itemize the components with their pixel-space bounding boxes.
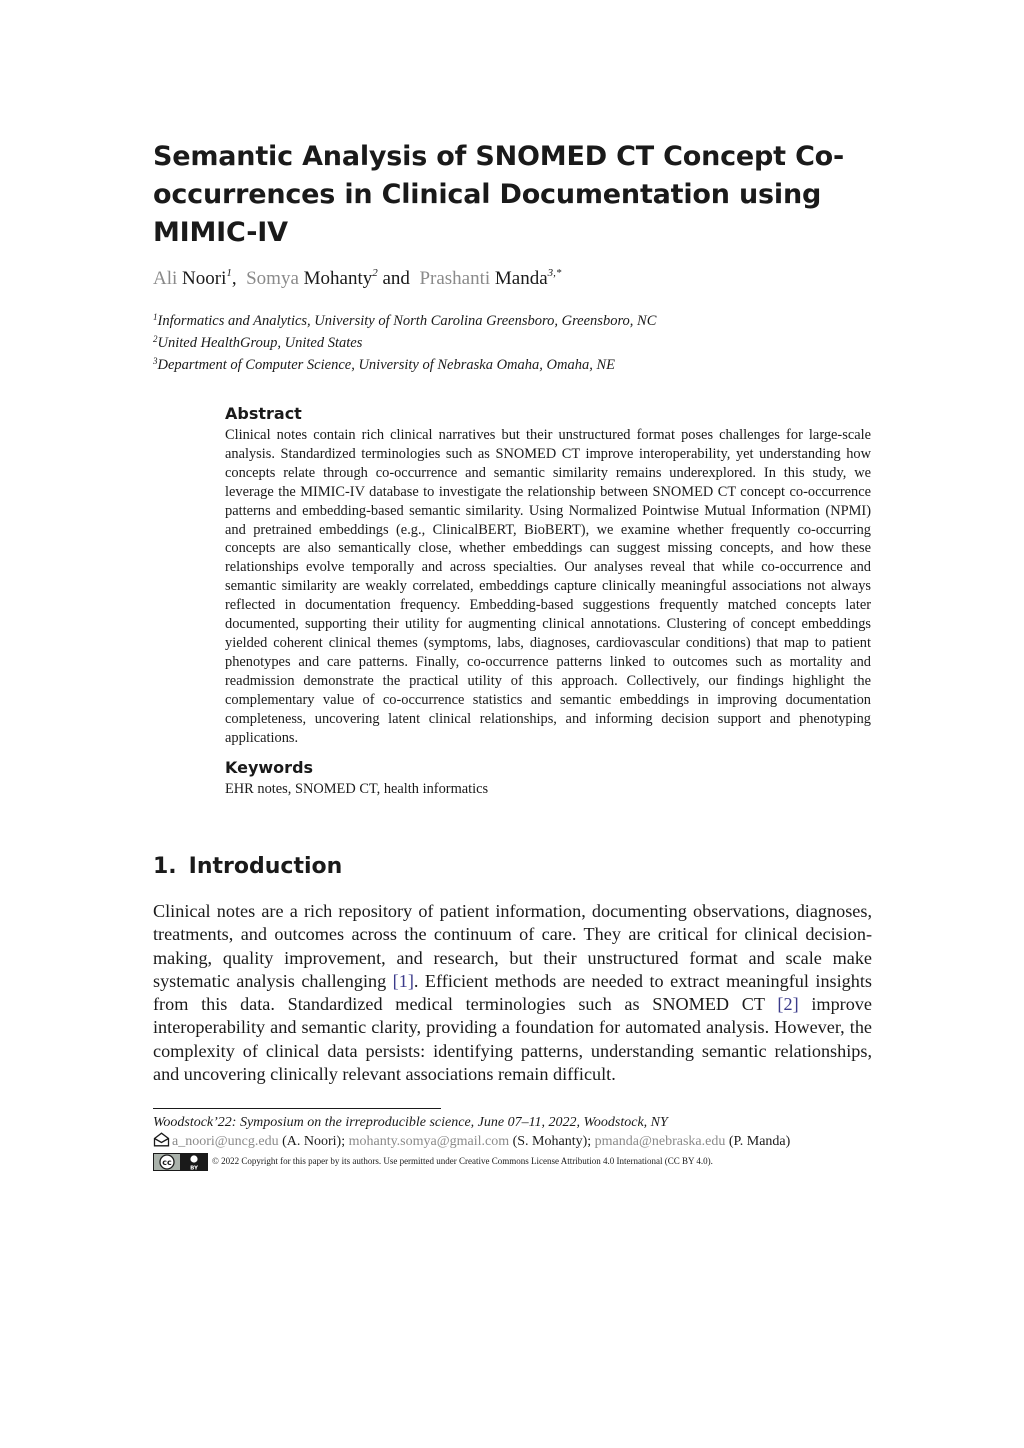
- copyright-text: © 2022 Copyright for this paper by its authors. Use permitted under Creative Commons License Attribution 4.0 International (CC BY 4.0).: [212, 1156, 713, 1166]
- introduction-paragraph: [153, 900, 872, 1086]
- by-mark: BY: [190, 1165, 198, 1171]
- author-family-name: Noori: [182, 268, 227, 289]
- abstract-text: Clinical notes contain rich clinical narratives but their unstructured format poses challenges for large-scale analysis. Standardized terminologies such as SNOMED CT improve interoperability, yet understanding how concepts relate through co-occurrence and semantic similarity remains underexplored. In this study, we leverage the MIMIC-IV database to investigate the relationship between SNOMED CT concept co-occurrence patterns and embedding-based semantic similarity. Using Normalized Pointwise Mutual Information (NPMI) and pretrained embeddings (e.g., ClinicalBERT, BioBERT), we examine whether frequently co-occurring concepts are also semantically close, whether embeddings can suggest missing concepts, and how these relationships evolve temporally and across specialties. Our analyses reveal that while co-occurrence and semantic similarity are weakly correlated, embeddings capture clinically meaningful associations not always reflected in documentation frequency. Embedding-based suggestions frequently matched concepts later documented, supporting their utility for augmenting clinical annotations. Clustering of concept embeddings yielded coherent clinical themes (symptoms, labs, diagnoses, cardiovascular conditions) that map to patient phenotypes and care patterns. Finally, co-occurrence patterns linked to outcomes such as mortality and readmission demonstrate the practical utility of this approach. Collectively, our findings highlight the complementary value of co-occurrence statistics and semantic embeddings in improving documentation completeness, uncovering latent clinical relationships, and informing decision support and phenotyping applications.: [225, 427, 871, 746]
- author-affiliation-mark: 2: [372, 267, 378, 279]
- author-separator: ,: [231, 268, 237, 289]
- author-affiliation-mark: 3,*: [547, 267, 562, 279]
- author-given-name: Ali: [153, 268, 178, 289]
- affiliation-text: United HealthGroup, United States: [157, 335, 363, 351]
- abstract-heading: Abstract: [225, 404, 302, 423]
- email-link[interactable]: mohanty.somya@gmail.com: [348, 1134, 510, 1149]
- author-family-name: Mohanty: [303, 268, 373, 289]
- affiliation-text: Informatics and Analytics, University of North Carolina Greensboro, Greensboro, NC: [157, 313, 657, 329]
- author-family-name: Manda: [494, 268, 548, 289]
- intro-text-part: Clinical notes are a rich repository of patient information, documenting observations, diagnoses, treatments, and outcomes across the continuum of care. They are critical for clinical decision-making, quality improvement, and research, but their unstructured format and scale make systematic analysis challenging: [153, 901, 872, 991]
- affiliation-list: [153, 310, 873, 376]
- affiliation-mark: 3: [153, 356, 158, 366]
- email-owner: (P. Manda): [728, 1134, 791, 1149]
- email-owner: (A. Noori);: [282, 1134, 346, 1149]
- author-given-name: Somya: [246, 268, 299, 289]
- intro-text-part: . Efficient methods are needed to extract meaningful insights from this data. Standardized medical terminologies such as SNOMED CT: [153, 970, 872, 1015]
- author-2: [246, 268, 378, 289]
- affiliation-mark: 1: [153, 312, 158, 322]
- cc-mark: cc: [162, 1157, 172, 1167]
- keywords-text: EHR notes, SNOMED CT, health informatics: [225, 781, 489, 797]
- section-number: 1.: [153, 854, 177, 879]
- section-title: Introduction: [188, 854, 343, 879]
- author-given-name: Prashanti: [419, 268, 491, 289]
- footnote-emails: [153, 1132, 873, 1151]
- footnote-rule: [153, 1108, 441, 1109]
- abstract-section: [225, 404, 871, 747]
- affiliation-2: [153, 332, 873, 354]
- footnote-copyright: [153, 1152, 873, 1171]
- paper-title: Semantic Analysis of SNOMED CT Concept Co-occurrences in Clinical Documentation using MIMIC-IV: [153, 141, 845, 248]
- email-link[interactable]: a_noori@uncg.edu: [172, 1134, 279, 1149]
- author-list: [153, 266, 873, 292]
- cc-by-license-icon: [153, 1153, 208, 1171]
- keywords-heading: Keywords: [225, 758, 314, 777]
- author-separator: and: [382, 268, 410, 289]
- footnote-conference: Woodstock’22: Symposium on the irreproducible science, June 07–11, 2022, Woodstock, NY: [153, 1115, 668, 1130]
- author-1: [153, 268, 232, 289]
- citation-link[interactable]: [2]: [777, 994, 799, 1015]
- keywords-section: [225, 758, 871, 799]
- affiliation-text: Department of Computer Science, University of Nebraska Omaha, Omaha, NE: [157, 357, 615, 373]
- citation-link[interactable]: [1]: [392, 970, 414, 991]
- author-3: [419, 268, 561, 289]
- affiliation-1: [153, 310, 873, 332]
- affiliation-mark: 2: [153, 334, 158, 344]
- email-link[interactable]: pmanda@nebraska.edu: [594, 1134, 726, 1149]
- envelope-icon: [153, 1132, 170, 1147]
- author-affiliation-mark: 1: [226, 267, 232, 279]
- intro-text-part: improve interoperability and semantic clarity, providing a foundation for automated analysis. However, the complexity of clinical data persists: identifying patterns, understanding semantic relationships, and uncovering clinically relevant associations remain difficult.: [153, 994, 872, 1085]
- affiliation-3: [153, 354, 873, 376]
- email-owner: (S. Mohanty);: [512, 1134, 592, 1149]
- section-heading-introduction: [153, 852, 342, 882]
